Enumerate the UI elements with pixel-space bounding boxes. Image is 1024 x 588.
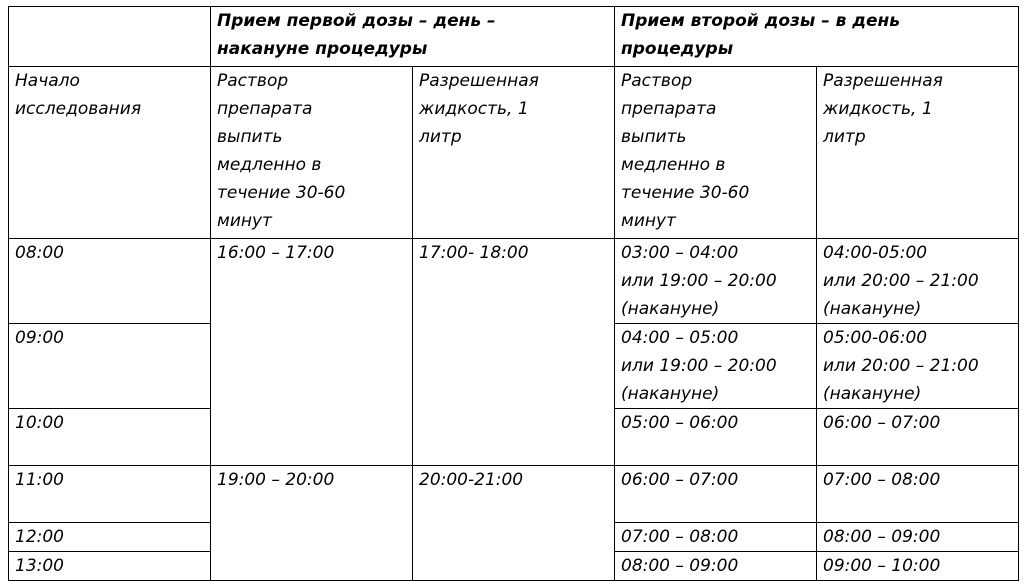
header-line: медленно в (217, 155, 322, 175)
second-solution-cell: 07:00 – 08:00 (615, 523, 817, 552)
second-solution-cell (615, 239, 817, 324)
second-liquid-cell: 09:00 – 10:00 (817, 552, 1019, 581)
header-line: течение 30-60 (217, 183, 346, 203)
first-liquid-column-header (413, 67, 615, 239)
header-line: жидкость, 1 (419, 99, 529, 119)
cell-line: (накануне) (621, 384, 720, 404)
start-time-cell: 10:00 (9, 409, 211, 466)
second-solution-cell: 06:00 – 07:00 (615, 466, 817, 523)
header-line: Разрешенная (419, 71, 539, 91)
second-solution-cell: 05:00 – 06:00 (615, 409, 817, 466)
second-solution-column-header (615, 67, 817, 239)
header-line: минут (217, 211, 272, 231)
header-line: препарата (621, 99, 717, 119)
first-dose-header-line: Прием первой дозы – день – (217, 11, 496, 31)
header-line: выпить (621, 127, 687, 147)
start-column-header (9, 67, 211, 239)
second-liquid-cell: 08:00 – 09:00 (817, 523, 1019, 552)
start-time-cell: 09:00 (9, 324, 211, 409)
header-line: Раствор (621, 71, 693, 91)
first-liquid-cell: 20:00-21:00 (413, 466, 615, 581)
header-line: литр (419, 127, 462, 147)
subheader-row (9, 67, 1019, 239)
first-dose-header-line: накануне процедуры (217, 39, 428, 59)
table-row (9, 239, 1019, 324)
start-time-cell: 08:00 (9, 239, 211, 324)
start-time-cell: 12:00 (9, 523, 211, 552)
schedule-table (8, 6, 1019, 581)
second-solution-cell: 08:00 – 09:00 (615, 552, 817, 581)
second-liquid-column-header (817, 67, 1019, 239)
cell-line: или 19:00 – 20:00 (621, 356, 777, 376)
start-time-cell: 13:00 (9, 552, 211, 581)
header-line: течение 30-60 (621, 183, 750, 203)
header-line: Разрешенная (823, 71, 943, 91)
header-line: Начало (15, 71, 80, 91)
header-row (9, 7, 1019, 67)
first-dose-header (211, 7, 615, 67)
second-liquid-cell (817, 239, 1019, 324)
second-liquid-cell (817, 324, 1019, 409)
header-line: препарата (217, 99, 313, 119)
empty-corner-cell (9, 7, 211, 67)
first-liquid-cell: 17:00- 18:00 (413, 239, 615, 466)
header-line: выпить (217, 127, 283, 147)
cell-line: 04:00-05:00 (823, 243, 928, 263)
cell-line: или 20:00 – 21:00 (823, 271, 979, 291)
header-line: Раствор (217, 71, 289, 91)
cell-line: 05:00-06:00 (823, 328, 928, 348)
header-line: жидкость, 1 (823, 99, 933, 119)
header-line: медленно в (621, 155, 726, 175)
cell-line: (накануне) (621, 299, 720, 319)
cell-line: или 20:00 – 21:00 (823, 356, 979, 376)
start-time-cell: 11:00 (9, 466, 211, 523)
second-dose-header-line: процедуры (621, 39, 734, 59)
table-row (9, 466, 1019, 523)
first-solution-column-header (211, 67, 413, 239)
header-line: литр (823, 127, 866, 147)
cell-line: (накануне) (823, 299, 922, 319)
cell-line: (накануне) (823, 384, 922, 404)
second-dose-header-line: Прием второй дозы – в день (621, 11, 901, 31)
second-solution-cell (615, 324, 817, 409)
first-solution-cell: 16:00 – 17:00 (211, 239, 413, 466)
cell-line: 04:00 – 05:00 (621, 328, 739, 348)
second-liquid-cell: 07:00 – 08:00 (817, 466, 1019, 523)
header-line: исследования (15, 99, 142, 119)
cell-line: 03:00 – 04:00 (621, 243, 739, 263)
cell-line: или 19:00 – 20:00 (621, 271, 777, 291)
header-line: минут (621, 211, 676, 231)
second-dose-header (615, 7, 1019, 67)
first-solution-cell: 19:00 – 20:00 (211, 466, 413, 581)
second-liquid-cell: 06:00 – 07:00 (817, 409, 1019, 466)
